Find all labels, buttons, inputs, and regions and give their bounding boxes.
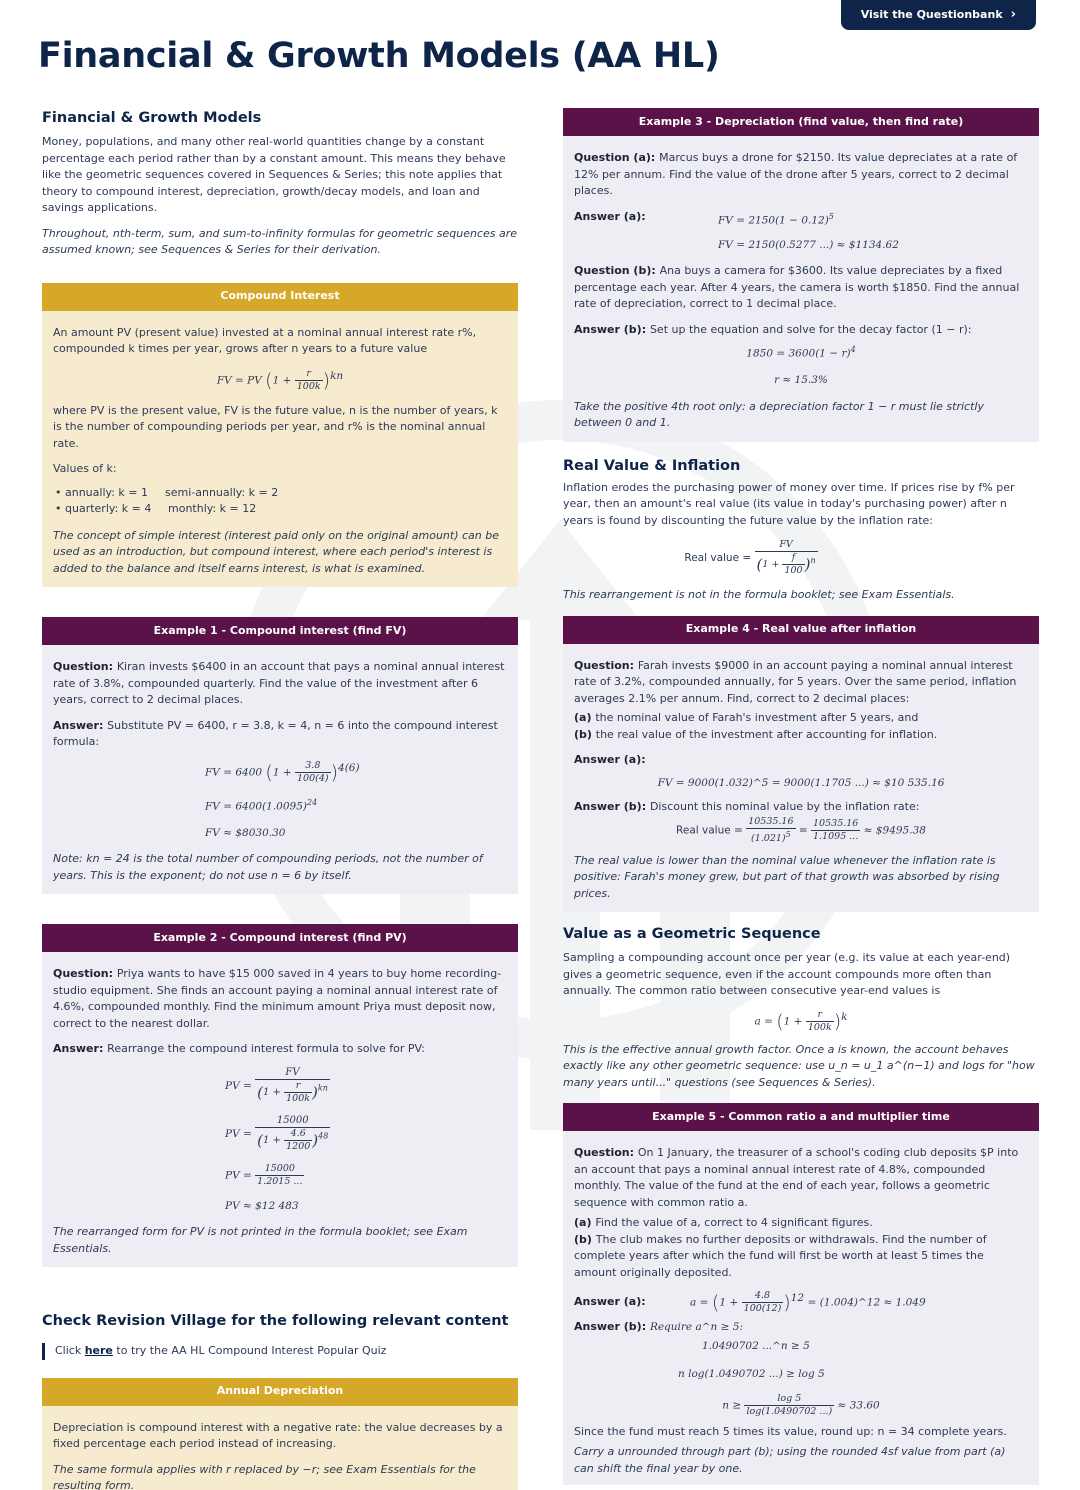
values-label: Values of k: <box>53 462 117 475</box>
example-4-answer-b-line: Real value = $\frac{10535.16}{(1.021)^5}$ = $\frac{10535.16}{1.1095 ...}$ ≈ $9495.38 <box>676 815 926 844</box>
example-5-answer-b-line3: n ≥ $\frac{\log 5}{\log(1.0490702 ...)}$ ≈ 33.60 <box>722 1392 880 1417</box>
example-2-question: Question: Priya wants to have $15 000 saved in 4 years to buy home recording-studio equipment. She finds an account paying a nominal annual interest rate of 4.6%, compounded monthly. Find the minimum amount Priya must deposit now, correct to the nearest dollar. <box>53 967 502 1030</box>
page-title: Financial & Growth Models (AA HL) <box>38 36 720 76</box>
compound-variables: where PV is the present value, FV is the future value, n is the number of years, k is the number of compounding periods per year, and r% is the nominal annual rate. <box>53 403 498 450</box>
compound-interest-header: Compound Interest <box>42 283 518 311</box>
example-3-answer-b-line1: $1850 = 3600(1 - r)^4$ <box>746 345 856 360</box>
example-1-question: Question: Kiran invests $6400 in an account that pays a nominal annual interest rate of 3.8%, compounded quarterly. Find the value of the investment after 6 years, correct to 2 decimal places. <box>53 660 505 706</box>
depreciation-header: Annual Depreciation <box>42 1378 518 1406</box>
example-4-header: Example 4 - Real value after inflation <box>563 616 1039 644</box>
check-heading: Check Revision Village for the following relevant content <box>42 1313 509 1329</box>
example-5-question: Question: On 1 January, the treasurer of a school's coding club deposits $P into an account that pays a nominal annual interest rate of 4.8%, compounded monthly. The value of the fund at the end of each year, follows a geometric sequence with common ratio a. <box>574 1146 1019 1209</box>
value-semiannually: semi-annually: k = 2 <box>165 485 279 499</box>
example-1-answer: Answer: Substitute PV = 6400, r = 3.8, k = 4, n = 6 into the compound interest formula: <box>53 718 498 748</box>
intro-paragraph: Money, populations, and many other real-world quantities change by a constant percentage each period rather than by a constant amount. This means they behave like the geometric sequences covered in Sequences & Series; this note applies that theory to compound interest, depreciation, growth/decay models, and loan and savings applications. <box>42 135 506 214</box>
example-3-answer-a: Answer (a): FV = $2150(1 - 0.12)^5$ <box>574 209 834 226</box>
depreciation-note: The same formula applies with r replaced by −r; see Exam Essentials for the resulting form. <box>53 1462 476 1490</box>
example-5-conclusion: Since the fund must reach 5 times its value, round up: n = 34 complete years. <box>574 1424 1007 1438</box>
example-3-note: Take the positive 4th root only: a depreciation factor 1 − r must lie strictly between 0 and 1. <box>574 399 984 429</box>
example-2-note: The rearranged form for PV is not printed in the formula booklet; see Exam Essentials. <box>53 1225 468 1255</box>
example-5-answer-b-line2: n log(1.0490702 ...) ≥ log 5 <box>678 1368 825 1381</box>
example-1-note: Note: kn = 24 is the total number of compounding periods, not the number of years. This is the exponent; do not use n = 6 by itself. <box>53 852 483 882</box>
example-3-answer-b: Answer (b): Set up the equation and solve for the decay factor (1 − r): <box>574 322 972 336</box>
example-2-line2: PV = 15000 (1 + $\frac{4.6}{1200}$ )$^{48}$ <box>225 1114 329 1152</box>
example-2-box <box>42 924 518 1267</box>
chevron-right-icon: › <box>1010 6 1016 22</box>
real-value-formula: Real value = FV (1 + $\frac{f}{100}$ )$^n$ <box>684 539 816 576</box>
questionbank-label: Visit the Questionbank <box>860 7 1003 21</box>
example-4-question: Question: Farah invests $9000 in an account paying a nominal annual interest rate of 3.2%, compounded annually, for 5 years. Over the same period, inflation averages 2.1% per annum. Find, correct to 2 decimal places: <box>574 658 1017 705</box>
example-5-answer-b-line1: 1.0490702 ...^n ≥ 5 <box>702 1339 810 1352</box>
example-3-box <box>563 108 1039 442</box>
compound-interest-box <box>42 283 518 588</box>
example-5-header: Example 5 - Common ratio a and multiplier time <box>563 1103 1039 1131</box>
example-5-part-a: (a) Find the value of a, correct to 4 significant figures. <box>574 1216 873 1230</box>
example-4-answer-a-line: FV = 9000(1.032)^5 = 9000(1.1705 ...) ≈ $10 535.16 <box>657 776 945 789</box>
example-1-line1: FV = 6400 (1 + $\frac{3.8}{100(4)}$ )$^{4(6)}$ <box>205 759 360 784</box>
example-2-line4: PV ≈ $12 483 <box>225 1199 299 1212</box>
example-5-part-b: (b) The club makes no further deposits or withdrawals. Find the number of complete years after which the fund will first be worth at least 5 times the amount originally deposited. <box>574 1232 987 1279</box>
example-2-line1: PV = FV (1 + $\frac{r}{100k}$ )$^{kn}$ <box>225 1066 328 1104</box>
depreciation-box <box>42 1378 518 1490</box>
example-2-header: Example 2 - Compound interest (find PV) <box>42 924 518 952</box>
compound-formula: FV = PV (1 + $\frac{r}{100k}$ )$^{kn}$ <box>216 367 344 392</box>
value-monthly: monthly: k = 12 <box>168 502 257 515</box>
intro-heading: Financial & Growth Models <box>42 110 262 126</box>
geometric-heading: Value as a Geometric Sequence <box>563 926 821 943</box>
example-3-question-a: Question (a): Marcus buys a drone for $2150. Its value depreciates at a rate of 12% per annum. Find the value of the drone after 5 years, correct to 2 decimal places. <box>574 151 1018 197</box>
example-4-part-a: (a) the nominal value of Farah's investment after 5 years, and <box>574 711 919 724</box>
simple-interest-note: The concept of simple interest (interest paid only on the original amount) can be used as an introduction, but compound interest, where each period's interest is added to the balance and itself earns interest, is what is examined. <box>53 528 500 575</box>
example-4-box <box>563 616 1039 913</box>
example-5-note: Carry a unrounded through part (b); using the rounded 4sf value from part (a) can shift the final year by one. <box>574 1445 1006 1475</box>
example-3-answer-a-line2: FV = 2150(0.5277 ...) ≈ $1134.62 <box>718 238 899 251</box>
compound-paragraph: An amount PV (present value) invested at a nominal annual interest rate r%, compounded k times per year, grows after n years to a future value <box>53 325 477 355</box>
example-5-answer-a: Answer (a): a = (1 + $\frac{4.8}{100(12)}$ )$^{12}$ = (1.004)^12 ≈ 1.049 <box>574 1290 926 1315</box>
example-1-header: Example 1 - Compound interest (find FV) <box>42 617 518 645</box>
left-column <box>42 108 518 1490</box>
example-3-question-b: Question (b): Ana buys a camera for $3600. Its value depreciates by a fixed percentage each year. After 4 years, the camera is worth $1850. Find the annual rate of depreciation, correct to 1 decimal place. <box>574 264 1020 310</box>
geometric-paragraph: Sampling a compounding account once per year (e.g. its value at each year-end) gives a geometric sequence, even if the account compounds more often than annually. The common ratio between consecutive year-end values is <box>563 951 1011 998</box>
example-4-part-b: (b) the real value of the investment after accounting for inflation. <box>574 727 938 741</box>
questionbank-button[interactable] <box>841 0 1036 30</box>
value-annually: • annually: k = 1 <box>55 485 148 499</box>
example-2-line3: PV = $\frac{15000}{1.2015 ...}$ <box>225 1162 303 1187</box>
example-1-line2: FV = $6400(1.0095)^{24}$ <box>205 797 318 812</box>
geometric-formula: a = (1 + $\frac{r}{100k}$ )$^k$ <box>754 1008 848 1033</box>
depreciation-paragraph: Depreciation is compound interest with a negative rate: the value decreases by a fixed percentage each period instead of increasing. <box>53 1420 503 1450</box>
example-5-answer-b: Answer (b): Require a^n ≥ 5: <box>574 1320 743 1334</box>
example-3-answer-b-line2: r ≈ 15.3% <box>774 374 828 386</box>
right-column <box>563 108 1039 1485</box>
intro-note: Throughout, nth-term, sum, and sum-to-infinity formulas for geometric sequences are assumed known; see Sequences & Series for their derivation. <box>42 226 518 256</box>
example-1-line3: FV ≈ $8030.30 <box>205 826 286 839</box>
example-1-box <box>42 617 518 894</box>
real-value-note: This rearrangement is not in the formula booklet; see Exam Essentials. <box>563 588 955 601</box>
example-3-header: Example 3 - Depreciation (find value, then find rate) <box>563 108 1039 136</box>
quiz-link[interactable]: here <box>84 1344 113 1357</box>
real-value-paragraph: Inflation erodes the purchasing power of money over time. If prices rise by f% per year, then an amount's real value (its value in today's purchasing power) after n years is found by discounting the future value by the inflation rate: <box>563 480 1015 527</box>
real-value-heading: Real Value & Inflation <box>563 457 741 474</box>
example-4-answer-b: Answer (b): Discount this nominal value by the inflation rate: <box>574 800 920 813</box>
values-list <box>55 485 507 518</box>
example-4-answer-a-label: Answer (a): <box>574 753 646 766</box>
example-5-box <box>563 1103 1039 1485</box>
example-4-note: The real value is lower than the nominal value whenever the inflation rate is positive: Farah's money grew, but part of that growth was absorbed by rising prices. <box>574 853 1000 900</box>
example-2-answer: Answer: Rearrange the compound interest formula to solve for PV: <box>53 1042 425 1055</box>
value-quarterly: • quarterly: k = 4 <box>55 502 152 515</box>
quiz-link-row: Click here to try the AA HL Compound Interest Popular Quiz <box>42 1343 518 1360</box>
geometric-note: This is the effective annual growth factor. Once a is known, the account behaves exactly like any other geometric sequence: use u_n = u_1 a^(n−1) and logs for "how many years until..." questions (see Sequences & Series). <box>563 1042 1035 1089</box>
